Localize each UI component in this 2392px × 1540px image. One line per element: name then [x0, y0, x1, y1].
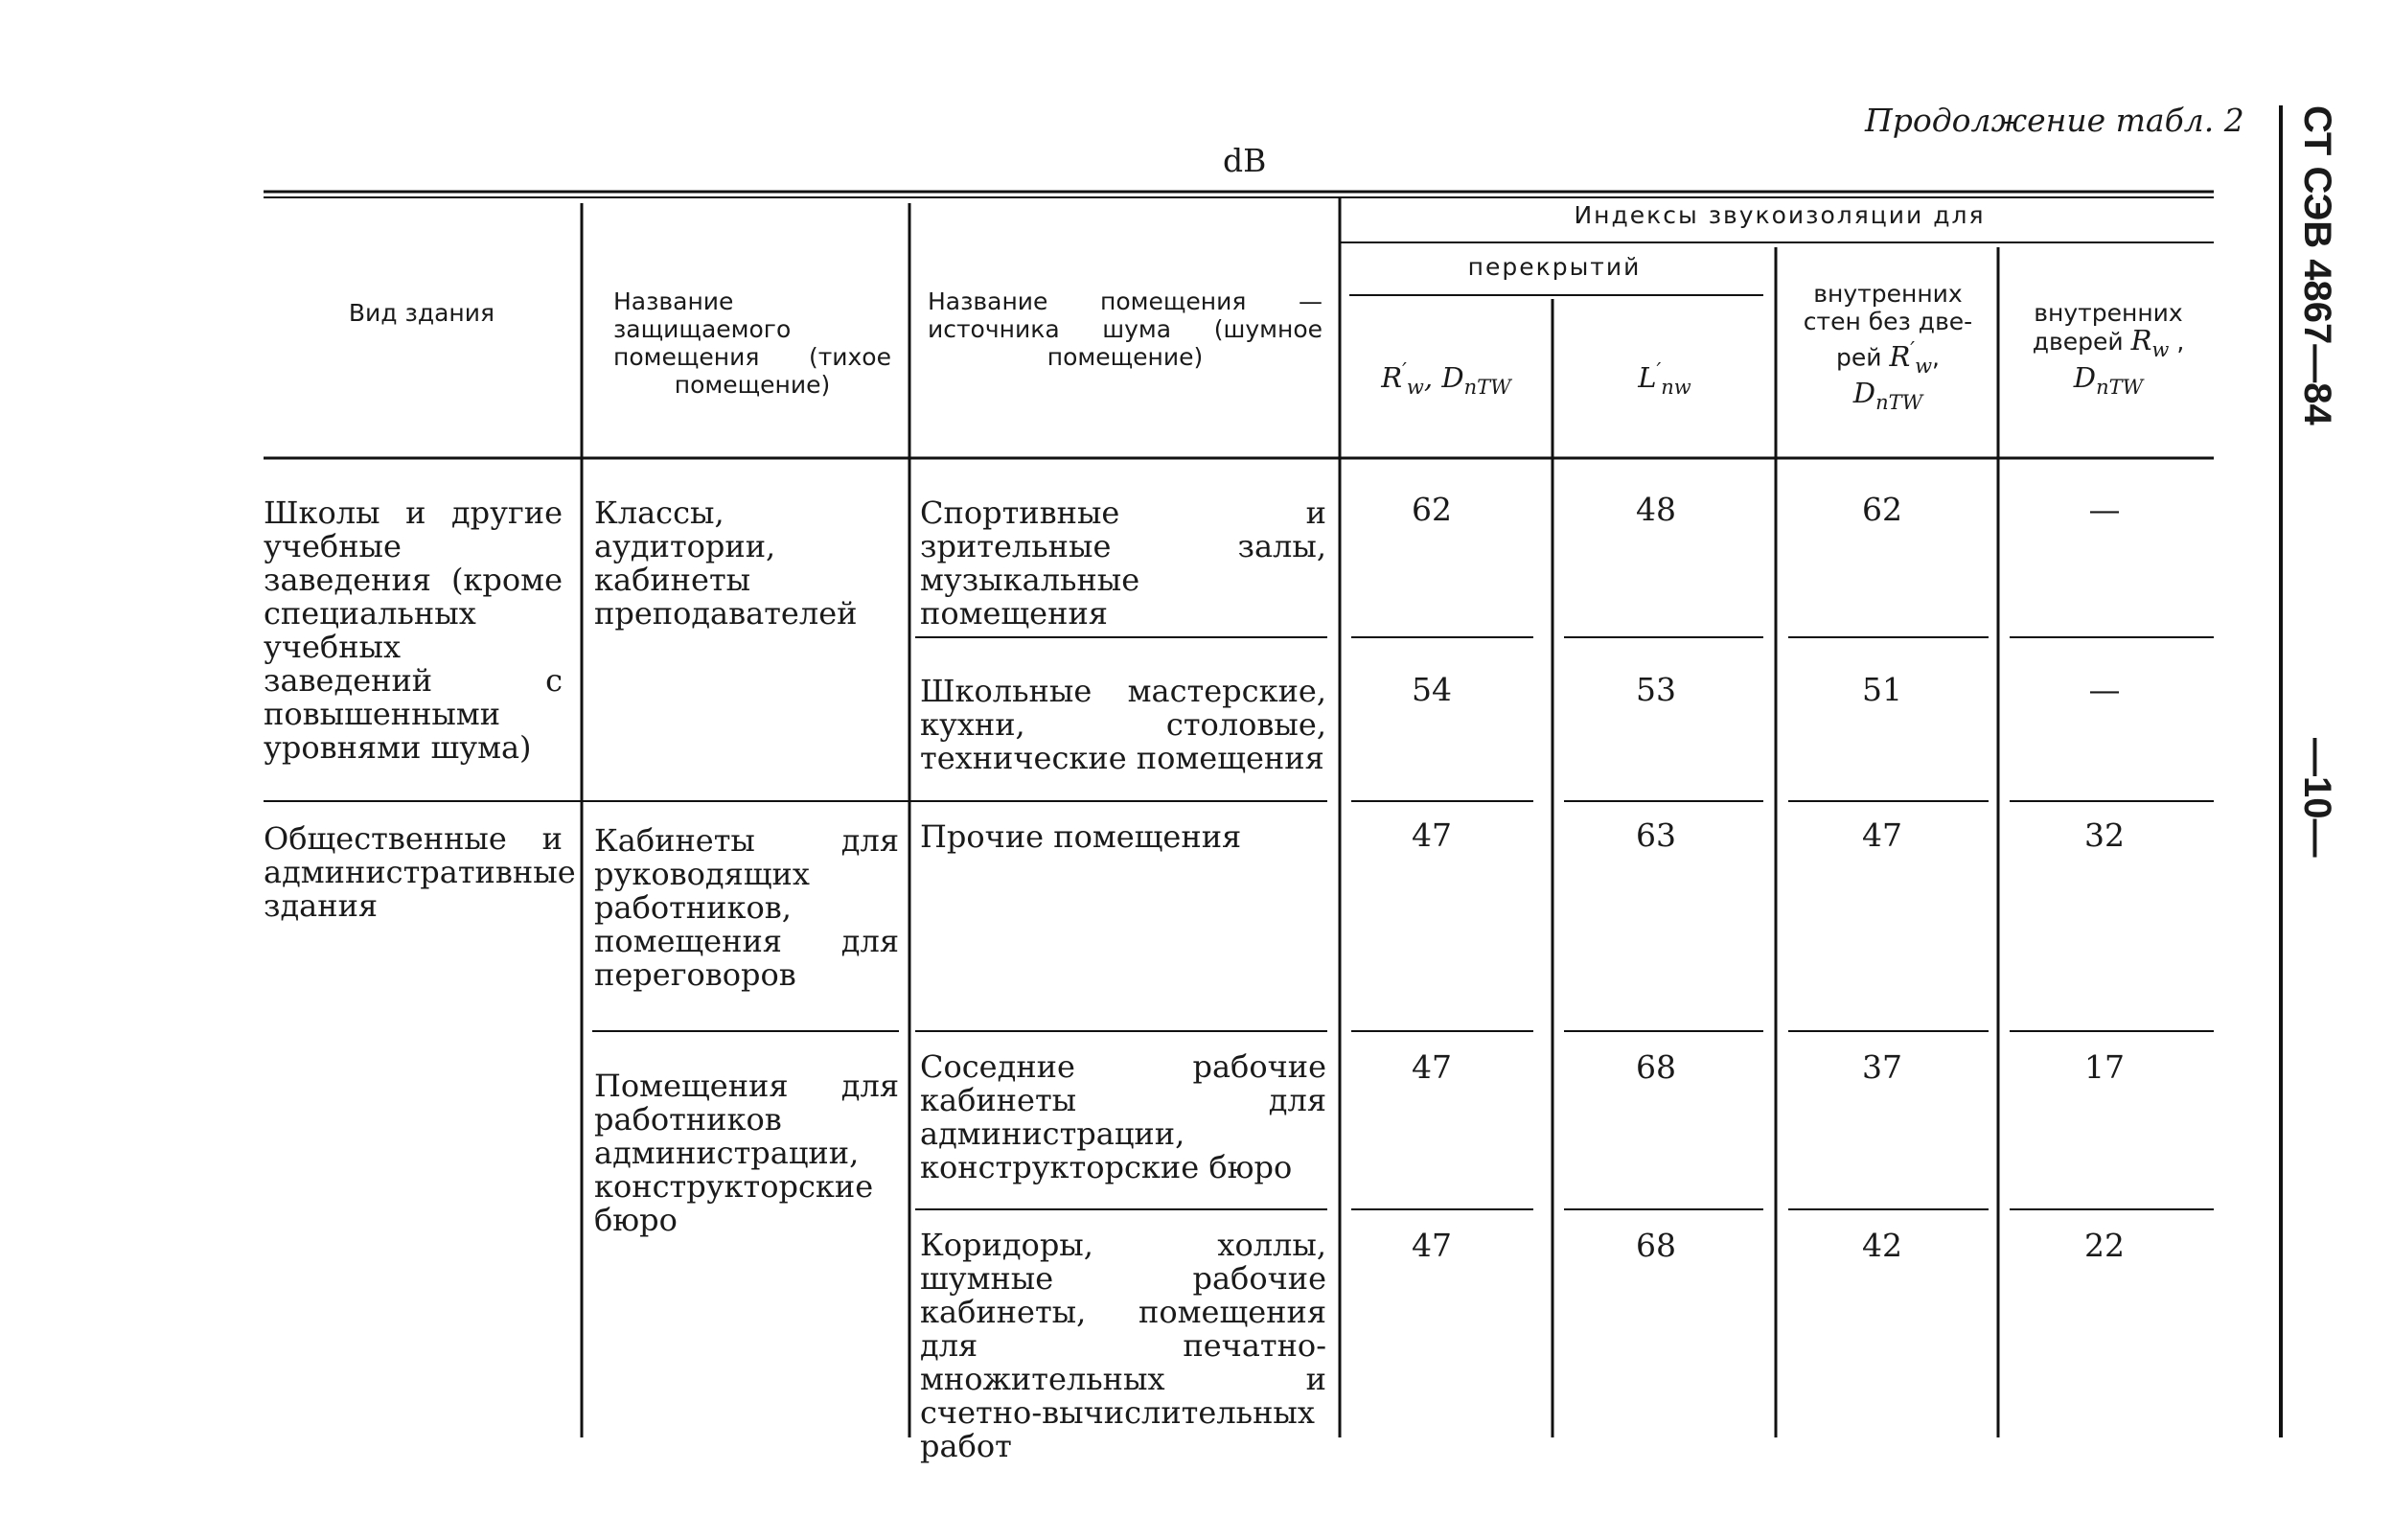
value-r4-floor-airborne: 47 [1412, 1048, 1452, 1086]
col-header-floor-airborne: $R'_w$, $D_{nTW}$ [1381, 358, 1511, 399]
value-r5-floor-airborne: 47 [1412, 1227, 1452, 1264]
value-r1-floor-airborne: 62 [1412, 491, 1452, 528]
col-header-inner-doors: внутренних дверей $R_w$ , $D_{nTW}$ [2032, 299, 2185, 399]
value-r2-floor-impact: 53 [1636, 671, 1676, 708]
col-header-group: Индексы звукоизоляции для [1574, 201, 1986, 229]
col-header-building-type: Вид здания [348, 299, 495, 327]
value-r3-floor-airborne: 47 [1412, 816, 1452, 854]
value-r4-inner-doors: 17 [2084, 1048, 2125, 1086]
value-r2-inner-walls: 51 [1862, 671, 1902, 708]
col-header-floor-impact: $L'_{nw}$ [1638, 358, 1691, 399]
noise-room-row-5: Коридоры, холлы, шумные рабочие кабинеты, помещения для печатно-множительных и счетно-вычислительных работ [920, 1227, 1326, 1464]
building-type-public: Общественные и административные здания [264, 820, 576, 924]
value-r3-floor-impact: 63 [1636, 816, 1676, 854]
value-r5-inner-doors: 22 [2084, 1227, 2125, 1264]
value-r3-inner-doors: 32 [2084, 816, 2125, 854]
value-r5-inner-walls: 42 [1862, 1227, 1902, 1264]
value-r4-inner-walls: 37 [1862, 1048, 1902, 1086]
protected-room-administration: Помещения для работников администрации, конструкторские бюро [594, 1068, 899, 1238]
noise-room-row-2: Школьные мастерские, кухни, столовые, технические помещения [920, 673, 1326, 776]
value-r1-inner-doors: — [2088, 491, 2121, 528]
col-header-protected-room: Название защищаемого помещения (тихое помещение) [613, 287, 891, 399]
col-header-floors: перекрытий [1467, 253, 1642, 281]
noise-room-row-3: Прочие помещения [920, 818, 1242, 855]
page-number: —10— [2296, 738, 2338, 858]
protected-room-executives: Кабинеты для руководящих работников, помещения для переговоров [594, 822, 899, 993]
unit-label: dB [1223, 142, 1267, 179]
col-header-inner-walls: внутренних стен без две- рей $R'_w$, $D_{nTW}$ [1803, 280, 1973, 415]
value-r2-inner-doors: — [2088, 671, 2121, 708]
value-r1-floor-impact: 48 [1636, 491, 1676, 528]
value-r3-inner-walls: 47 [1862, 816, 1902, 854]
value-r1-inner-walls: 62 [1862, 491, 1902, 528]
noise-room-row-1: Спортивные и зрительные залы, музыкальные помещения [920, 494, 1326, 632]
noise-room-row-4: Соседние рабочие кабинеты для администрации, конструкторские бюро [920, 1048, 1326, 1185]
protected-room-classes: Классы, аудитории, кабинеты преподавателей [594, 494, 858, 632]
building-type-schools: Школы и другие учебные заведения (кроме специальных учебных заведений с повышенными уровнями шума) [264, 494, 563, 766]
value-r5-floor-impact: 68 [1636, 1227, 1676, 1264]
document-code: СТ СЭВ 4867—84 [2296, 105, 2338, 425]
value-r4-floor-impact: 68 [1636, 1048, 1676, 1086]
continuation-caption: Продолжение табл. 2 [1865, 102, 2244, 139]
col-header-noise-room: Название помещения — источника шума (шумное помещение) [928, 287, 1322, 371]
value-r2-floor-airborne: 54 [1412, 671, 1452, 708]
